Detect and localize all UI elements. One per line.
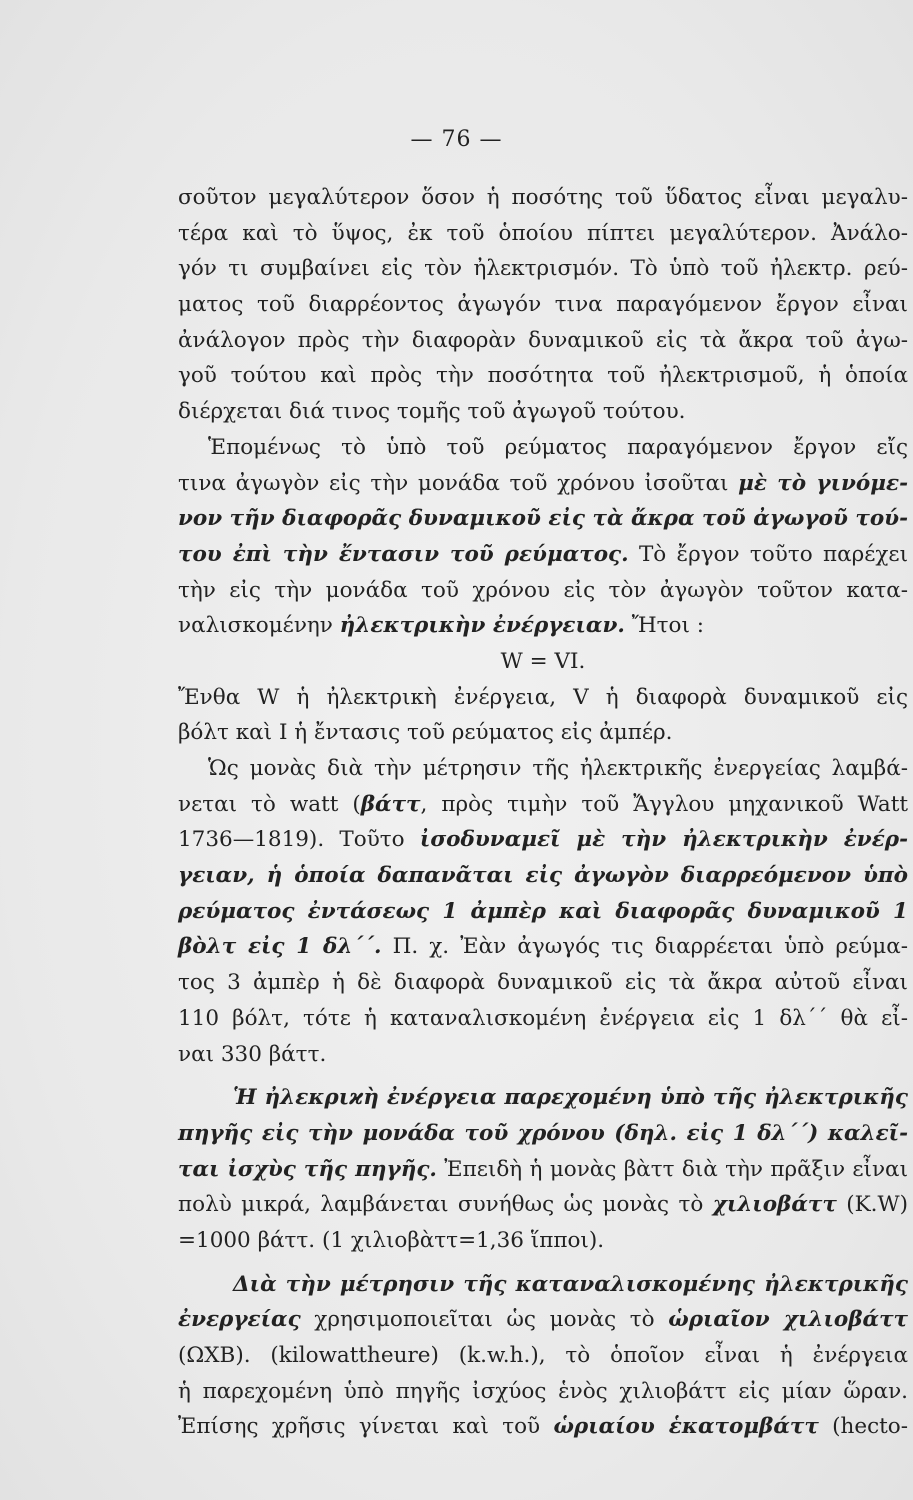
text-line bbox=[178, 858, 908, 894]
text-line bbox=[178, 787, 908, 823]
text-line bbox=[178, 573, 908, 609]
text-span: γοῦ τούτου καὶ πρὸς τὴν ποσότητα τοῦ ἠλεκτρισμοῦ, ἡ ὁποία bbox=[178, 363, 908, 389]
text-line bbox=[178, 1409, 908, 1445]
text-line bbox=[178, 1080, 908, 1116]
text-span: , πρὸς τιμὴν τοῦ Ἄγγλου μηχανικοῦ Watt bbox=[420, 791, 908, 817]
text-span: Ἑπομένως τὸ ὑπὸ τοῦ ρεύματος παραγόμενον ἔργον εἴς bbox=[208, 434, 908, 460]
emphasized-text: ἰσοδυναμεῖ μὲ τὴν ἠλεκτρικὴν ἐνέρ- bbox=[419, 827, 909, 853]
paragraph-gap bbox=[178, 1072, 908, 1080]
text-line bbox=[178, 1037, 908, 1073]
emphasized-text: ὡριαίου ἑκατομβάττ bbox=[553, 1414, 819, 1440]
text-line bbox=[178, 1302, 908, 1338]
text-span: Π. χ. Ἐὰν ἀγωγός τις διαρρέεται ὑπὸ ρεύμα- bbox=[381, 934, 908, 960]
emphasized-text: μὲ τὸ γινόμε- bbox=[738, 470, 909, 496]
text-span: γόν τι συμβαίνει εἰς τὸν ἠλεκτρισμόν. Τὸ ὑπὸ τοῦ ἠλεκτρ. ρεύ- bbox=[178, 256, 908, 282]
text-line bbox=[178, 751, 908, 787]
emphasized-text: βὸλτ εἰς 1 δλ΄΄. bbox=[178, 934, 382, 960]
text-span: διέρχεται διά τινος τομῆς τοῦ ἀγωγοῦ τούτου. bbox=[178, 399, 686, 425]
text-span: τὴν εἰς τὴν μονάδα τοῦ χρόνου εἰς τὸν ἀγωγὸν τοῦτον κατα- bbox=[178, 577, 908, 603]
text-line bbox=[178, 1338, 908, 1374]
text-span: Ἔνθα W ἡ ἠλεκτρικὴ ἐνέργεια, V ἡ διαφορὰ δυναμικοῦ εἰς bbox=[178, 684, 908, 710]
text-span: βόλτ καὶ I ἡ ἔντασις τοῦ ρεύματος εἰς ἀμπέρ. bbox=[178, 720, 673, 746]
text-line bbox=[178, 1223, 908, 1259]
text-span: Ἐπειδὴ ἡ μονὰς βὰττ διὰ τὴν πρᾶξιν εἶναι bbox=[436, 1156, 908, 1182]
text-line bbox=[178, 1187, 908, 1223]
emphasized-text: ὡριαῖον χιλιοβάττ bbox=[668, 1307, 909, 1333]
emphasized-text: ἐνεργείας bbox=[178, 1307, 301, 1333]
text-line bbox=[178, 430, 908, 466]
text-line bbox=[178, 537, 908, 573]
text-span: =1000 βάττ. (1 χιλιοβὰττ=1,36 ἵπποι). bbox=[178, 1227, 605, 1253]
text-span: 110 βόλτ, τότε ἡ καταναλισκομένη ἐνέργεια εἰς 1 δλ΄΄ θὰ εἶ- bbox=[178, 1005, 908, 1031]
emphasized-text: νον τῆν διαφορᾶς δυναμικοῦ εἰς τὰ ἄκρα τοῦ ἀγωγοῦ τού- bbox=[178, 506, 908, 532]
text-span: σοῦτον μεγαλύτερον ὅσον ἡ ποσότης τοῦ ὕδατος εἶναι μεγαλυ- bbox=[178, 185, 908, 210]
text-span: (ΩΧΒ). (kilowattheure) (k.w.h.), τὸ ὁποῖον εἶναι ἡ ἐνέργεια bbox=[178, 1343, 908, 1368]
paragraph-gap bbox=[178, 1259, 908, 1267]
text-span: (K.W) bbox=[836, 1192, 908, 1218]
text-span: χρησιμοποιεῖται ὡς μονὰς τὸ bbox=[300, 1307, 669, 1333]
text-line bbox=[178, 1116, 908, 1152]
text-span: Ἐπίσης χρῆσις γίνεται καὶ τοῦ bbox=[178, 1414, 554, 1440]
emphasized-text: Ἡ ἠλεκριϰὴ ἐνέργεια παρεχομένη ὑπὸ τῆς ἠλεκτρικῆς bbox=[233, 1085, 908, 1111]
text-line bbox=[178, 644, 908, 680]
text-span: ναλισκομένην bbox=[178, 613, 340, 639]
emphasized-text: ἠλεκτρικὴν ἐνέργειαν. bbox=[339, 613, 625, 639]
text-line bbox=[178, 1001, 908, 1037]
text-line bbox=[178, 287, 908, 323]
text-line bbox=[178, 965, 908, 1001]
text-span: ματος τοῦ διαρρέοντος ἀγωγόν τινα παραγόμενον ἔργον εἶναι bbox=[178, 292, 908, 318]
text-line bbox=[178, 894, 908, 930]
emphasized-text: γειαν, ἡ ὁποία δαπανᾶται εἰς ἀγωγὸν διαρρεόμενον ὑπὸ bbox=[178, 863, 908, 889]
text-span: 1736—1819). Τοῦτο bbox=[178, 827, 420, 853]
emphasized-text: Διὰ τὴν μέτρησιν τῆς καταναλισκομένης ἠλεκτρικῆς bbox=[233, 1271, 908, 1297]
text-line bbox=[178, 180, 908, 216]
emphasized-text: του ἐπὶ τὴν ἔντασιν τοῦ ρεύματος. bbox=[178, 541, 629, 567]
text-line bbox=[178, 1267, 908, 1303]
text-span: ἀνάλογον πρὸς τὴν διαφορὰν δυναμικοῦ εἰς τὰ ἄκρα τοῦ ἀγω- bbox=[178, 327, 908, 353]
text-span: ναι 330 βάττ. bbox=[178, 1041, 327, 1067]
text-span: ἡ παρεχομένη ὑπὸ πηγῆς ἰσχύος ἑνὸς χιλιοβάττ εἰς μίαν ὥραν. bbox=[178, 1378, 908, 1404]
emphasized-text: χιλιοβάττ bbox=[712, 1192, 837, 1218]
text-line bbox=[178, 715, 908, 751]
text-span: τέρα καὶ τὸ ὕψος, ἐκ τοῦ ὁποίου πίπτει μεγαλύτερον. Ἀνάλο- bbox=[178, 220, 908, 246]
emphasized-text: ται ἰσχὺς τῆς πηγῆς. bbox=[178, 1156, 437, 1182]
text-span: τος 3 ἀμπὲρ ἡ δὲ διαφορὰ δυναμικοῦ εἰς τὰ ἄκρα αὐτοῦ εἶναι bbox=[178, 970, 908, 996]
text-span: Ἤτοι : bbox=[624, 613, 704, 639]
text-line bbox=[178, 216, 908, 252]
text-line bbox=[178, 680, 908, 716]
text-span: τινα ἀγωγὸν εἰς τὴν μονάδα τοῦ χρόνου ἰσοῦται bbox=[178, 470, 739, 496]
emphasized-text: ρεύματος ἐντάσεως 1 ἀμπὲρ καὶ διαφορᾶς δυναμικοῦ 1 bbox=[178, 898, 908, 924]
body-text bbox=[178, 180, 908, 1445]
text-line bbox=[178, 323, 908, 359]
text-line bbox=[178, 608, 908, 644]
text-line bbox=[178, 929, 908, 965]
text-line bbox=[178, 251, 908, 287]
text-line bbox=[178, 822, 908, 858]
text-line bbox=[178, 358, 908, 394]
emphasized-text: βάττ bbox=[360, 791, 421, 817]
text-span: νεται τὸ watt ( bbox=[178, 791, 361, 817]
page-number: — 76 — bbox=[410, 127, 503, 152]
text-span: πολὺ μικρά, λαμβάνεται συνήθως ὡς μονὰς τὸ bbox=[178, 1192, 713, 1218]
text-span: Τὸ ἔργον τοῦτο παρέχει bbox=[628, 541, 908, 567]
text-line bbox=[178, 394, 908, 430]
text-span: (hecto- bbox=[818, 1414, 908, 1440]
text-line bbox=[178, 466, 908, 502]
text-span: W = VI. bbox=[500, 648, 586, 674]
emphasized-text: πηγῆς εἰς τὴν μονάδα τοῦ χρόνου (δηλ. εἰς 1 δλ΄΄) καλεῖ- bbox=[178, 1120, 908, 1146]
text-span: Ὡς μονὰς διὰ τὴν μέτρησιν τῆς ἠλεκτρικῆς ἐνεργείας λαμβά- bbox=[208, 756, 908, 781]
text-line bbox=[178, 1374, 908, 1410]
text-line bbox=[178, 501, 908, 537]
text-line bbox=[178, 1152, 908, 1188]
